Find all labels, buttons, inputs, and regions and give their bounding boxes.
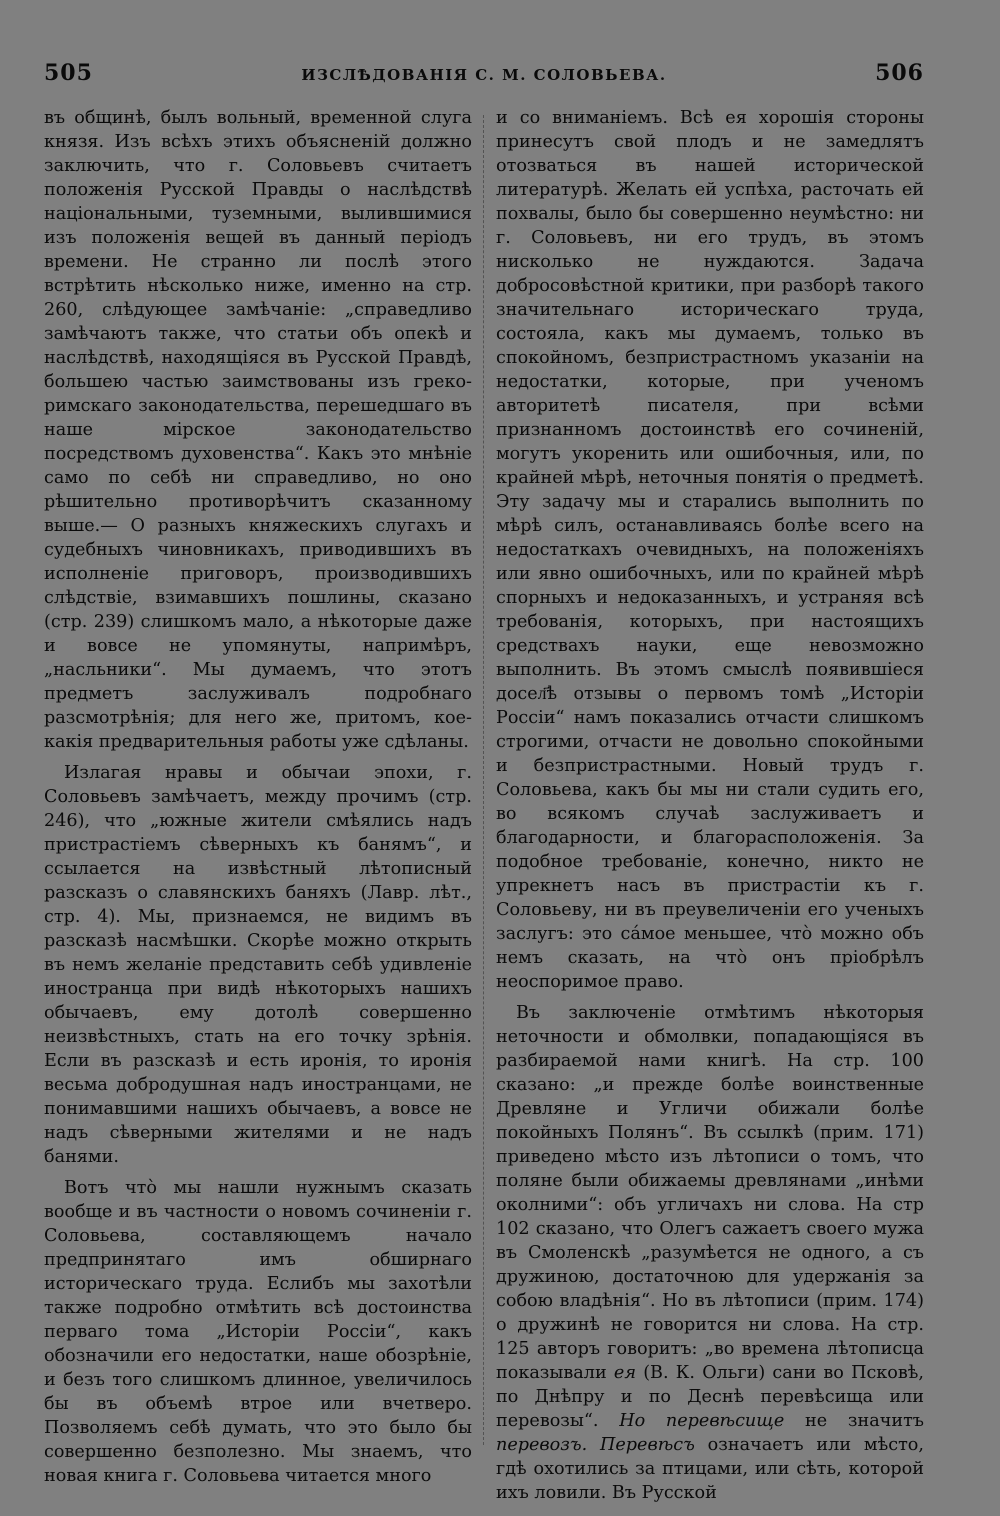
text-run: Въ заключеніе отмѣтимъ нѣкоторыя неточности и обмолвки, попадающіяся въ разбираемой нами книгѣ. На стр. 100 сказано: „и прежде болѣе воинственные Древляне и Угличи обижали болѣе покойныхъ Полянъ“. Въ ссылкѣ (прим. 171) приведено мѣсто изъ лѣтописи о томъ, что поляне были обижаемы древлянами „инѣми околними“: объ угличахъ ни слова. На стр 102 сказано, что Олегъ сажаетъ своего мужа въ Смоленскѣ „разумѣется не одного, а съ дружиною, достаточною для удержанія за собою владѣнія“. Но въ лѣтописи (прим. 174) о дружинѣ не говорится ни слова. На стр. 125 авторъ говоритъ: „во времена лѣтописца показывали: [496, 1003, 924, 1383]
left-column: [44, 106, 472, 1486]
right-paragraph-2: [496, 1001, 924, 1505]
right-paragraph-1: и со вниманіемъ. Всѣ ея хорошія стороны принесутъ свой плодъ и не замедлятъ отозваться въ нашей исторической литературѣ. Желать ей успѣха, расточать ей похвалы, было бы совершенно неумѣстно: ни г. Соловьевъ, ни его трудъ, въ этомъ нисколько не нуждаются. Задача добросовѣстной критики, при разборѣ такого значительнаго историческаго труда, состояла, какъ мы думаемъ, только въ спокойномъ, безпристрастномъ указаніи на недостатки, которые, при ученомъ авторитетѣ писателя, при всѣми признанномъ достоинствѣ его сочиненій, могутъ укоренить или ошибочныя, или, по крайней мѣрѣ, неточныя понятія о предметѣ. Эту задачу мы и старались выполнить по мѣрѣ силъ, останавливаясь болѣе всего на недостаткахъ очевидныхъ, на положеніяхъ или явно ошибочныхъ, или по крайней мѣрѣ спорныхъ и недоказанныхъ, и устраняя всѣ требованія, которыхъ, при настоящихъ средствахъ науки, еще невозможно выполнить. Въ этомъ смыслѣ появившіеся досел҃ѣ отзывы о первомъ томѣ „Исторіи Россіи“ намъ показались отчасти слишкомъ строгими, отчасти не довольно спокойными и безпристрастными. Новый трудъ г. Соловьева, какъ бы мы ни стали судить его, во всякомъ случаѣ заслуживаетъ и благодарности, и благорасположенія. За подобное требованіе, конечно, никто не упрекнетъ насъ въ пристрастіи къ г. Соловьеву, ни въ преувеличеніи его ученыхъ заслугъ: это сáмое меньшее, чтò можно объ немъ сказать, на чтò онъ пріобрѣлъ неоспоримое право.: [496, 108, 924, 992]
left-paragraph-2: Излагая нравы и обычаи эпохи, г. Соловьевъ замѣчаетъ, между прочимъ (стр. 246), что „южные жители смѣялись надъ пристрастіемъ сѣверныхъ къ банямъ“, и ссылается на извѣстный лѣтописный разсказъ о славянскихъ баняхъ (Лавр. лѣт., стр. 4). Мы, признаемся, не видимъ въ разсказѣ насмѣшки. Скорѣе можно открыть въ немъ желаніе представить себѣ удивленіе иностранца при видѣ нѣкоторыхъ нашихъ обычаевъ, ему дотолѣ совершенно неизвѣстныхъ, стать на его точку зрѣнія. Если въ разсказѣ и есть иронія, то иронія весьма добродушная надъ иностранцами, не понимавшими нашихъ обычаевъ, а вовсе не надъ сѣверными жителями и не надъ банями.: [44, 763, 472, 1167]
right-column: [496, 106, 925, 1503]
italic-run: ея: [613, 1363, 636, 1383]
text-run: не значитъ: [784, 1411, 924, 1431]
page-number-right: 506: [875, 60, 924, 86]
running-title: ИЗСЛѢДОВАНІЯ С. М. СОЛОВЬЕВА.: [301, 66, 667, 84]
italic-run: перевозъ. Перевѣсъ: [496, 1435, 695, 1455]
text-run: означаетъ или мѣсто, гдѣ охотились за птицами, или сѣть, которой ихъ ловили. Въ Русской: [496, 1435, 924, 1503]
left-paragraph-3: Вотъ чтò мы нашли нужнымъ сказать вообще и въ частности о новомъ сочиненіи г. Соловьева, составляющемъ начало предпринятаго имъ обширнаго историческаго труда. Еслибъ мы захотѣли также подробно отмѣтить всѣ достоинства перваго тома „Исторіи Россіи“, какъ обозначили его недостатки, наше обозрѣніе, и безъ того слишкомъ длинное, увеличилось бы въ объемѣ втрое или вчетверо. Позволяемъ себѣ думать, что это было бы совершенно безполезно. Мы знаемъ, что новая книга г. Соловьева читается много: [44, 1178, 472, 1486]
page-number-left: 505: [44, 60, 93, 86]
italic-run: Но перевѣсище: [619, 1411, 785, 1431]
left-paragraph-1: въ общинѣ, былъ вольный, временной слуга князя. Изъ всѣхъ этихъ объясненій должно заключить, что г. Соловьевъ считаетъ положенія Русской Правды о наслѣдствѣ національными, туземными, вылившимися изъ положенія вещей въ данный періодъ времени. Не странно ли послѣ этого встрѣтить нѣсколько ниже, именно на стр. 260, слѣдующее замѣчаніе: „справедливо замѣчаютъ также, что статьи объ опекѣ и наслѣдствѣ, находящіяся въ Русской Правдѣ, большею частью заимствованы изъ греко-римскаго законодательства, перешедшаго въ наше мірское законодательство посредствомъ духовенства“. Какъ это мнѣніе само по себѣ ни справедливо, но оно рѣшительно противорѣчитъ сказанному выше.— О разныхъ княжескихъ слугахъ и судебныхъ чиновникахъ, приводившихъ въ исполненіе приговоръ, производившихъ слѣдствіе, взимавшихъ пошлины, сказано (стр. 239) слишкомъ мало, а нѣкоторые даже и вовсе не упомянуты, напримѣръ, „насльники“. Мы думаемъ, что этотъ предметъ заслуживалъ подробнаго разсмотрѣнія; для него же, притомъ, кое-какія предварительныя работы уже сдѣланы.: [44, 108, 472, 752]
column-divider: [483, 115, 484, 1445]
text-run: (В. К. Ольги) сани во Псковѣ, по Днѣпру и по Деснѣ перевѣсища или перевозы“.: [496, 1363, 925, 1431]
page-header: [44, 60, 924, 90]
